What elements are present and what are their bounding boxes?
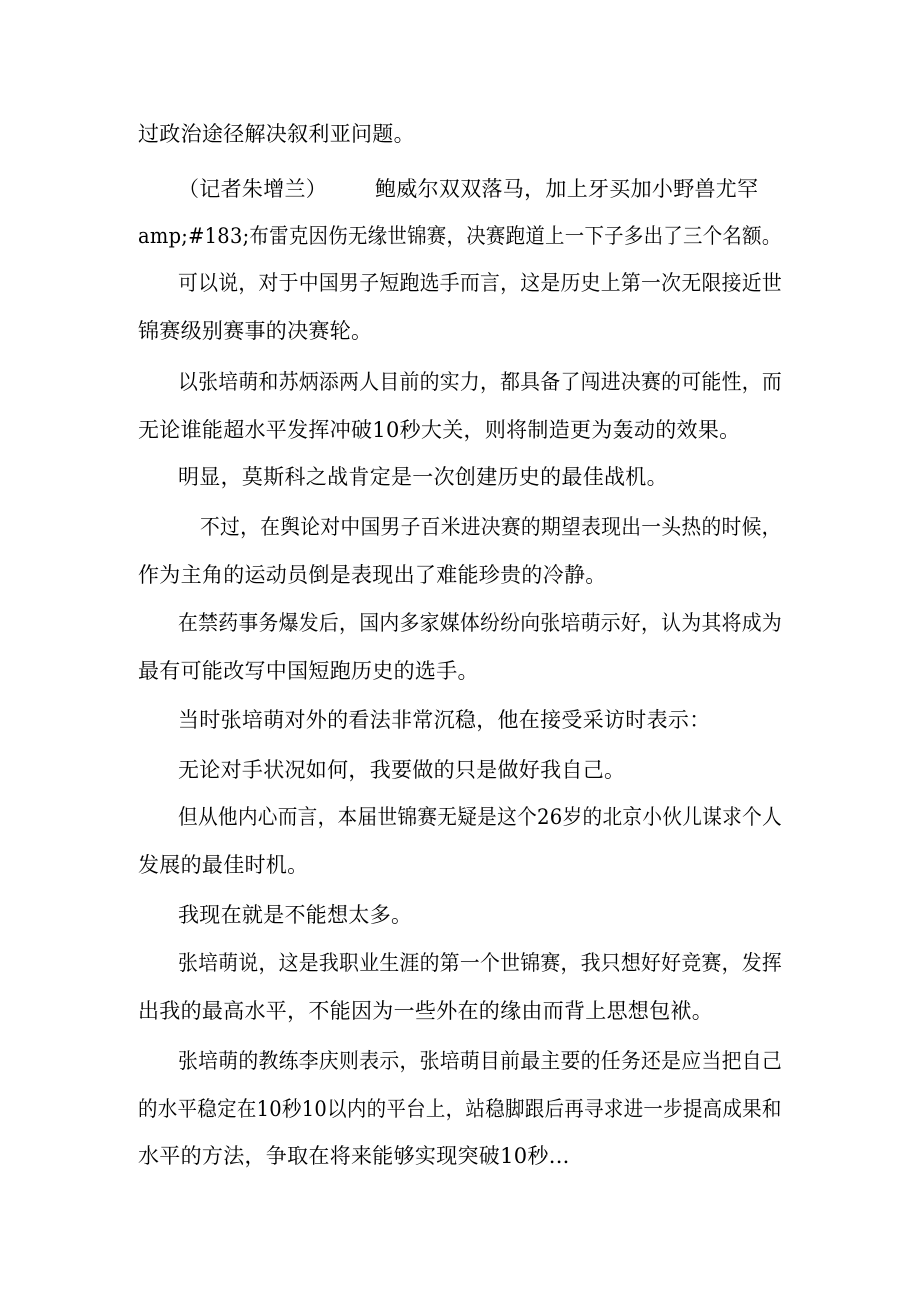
text-line: 不过，在舆论对中国男子百米进决赛的期望表现出一头热的时候， (200, 515, 782, 539)
text-line: 过政治途径解决叙利亚问题。 (138, 122, 415, 146)
text-line: 无论谁能超水平发挥冲破10秒大关，则将制造更为轰动的效果。 (138, 418, 741, 442)
text-line: 明显，莫斯科之战肯定是一次创建历史的最佳战机。 (178, 465, 668, 489)
text-line: 当时张培萌对外的看法非常沉稳，他在接受采访时表示： (178, 708, 711, 732)
text-line: 出我的最高水平，不能因为一些外在的缘由而背上思想包袱。 (138, 999, 714, 1023)
text-line: 发展的最佳时机。 (138, 853, 309, 877)
text-line: 水平的方法，争取在将来能够实现突破10秒... (138, 1144, 570, 1168)
text-line: 无论对手状况如何，我要做的只是做好我自己。 (178, 758, 626, 782)
text-line: 可以说，对于中国男子短跑选手而言，这是历史上第一次无限接近世 (178, 271, 782, 295)
text-line: （记者朱增兰） (178, 177, 328, 201)
text-line: 但从他内心而言，本届世锦赛无疑是这个26岁的北京小伙儿谋求个人 (178, 805, 783, 829)
text-line: 在禁药事务爆发后，国内多家媒体纷纷向张培萌示好，认为其将成为 (178, 611, 782, 635)
text-line: 张培萌的教练李庆则表示，张培萌目前最主要的任务还是应当把自己 (178, 1049, 782, 1073)
text-line: 张培萌说，这是我职业生涯的第一个世锦赛，我只想好好竞赛，发挥 (178, 951, 782, 975)
text-line: 锦赛级别赛事的决赛轮。 (138, 319, 373, 343)
text-line: amp;#183;布雷克因伤无缘世锦赛，决赛跑道上一下子多出了三个名额。 (138, 224, 782, 248)
text-line: 的水平稳定在10秒10以内的平台上，站稳脚跟后再寻求进一步提高成果和 (138, 1097, 782, 1121)
text-line: 最有可能改写中国短跑历史的选手。 (138, 659, 479, 683)
text-line: 作为主角的运动员倒是表现出了难能珍贵的冷静。 (138, 563, 607, 587)
text-line: 以张培萌和苏炳添两人目前的实力，都具备了闯进决赛的可能性，而 (178, 370, 782, 394)
text-line: 我现在就是不能想太多。 (178, 903, 413, 927)
text-line: 鲍威尔双双落马，加上牙买加小野兽尤罕 (375, 177, 759, 201)
